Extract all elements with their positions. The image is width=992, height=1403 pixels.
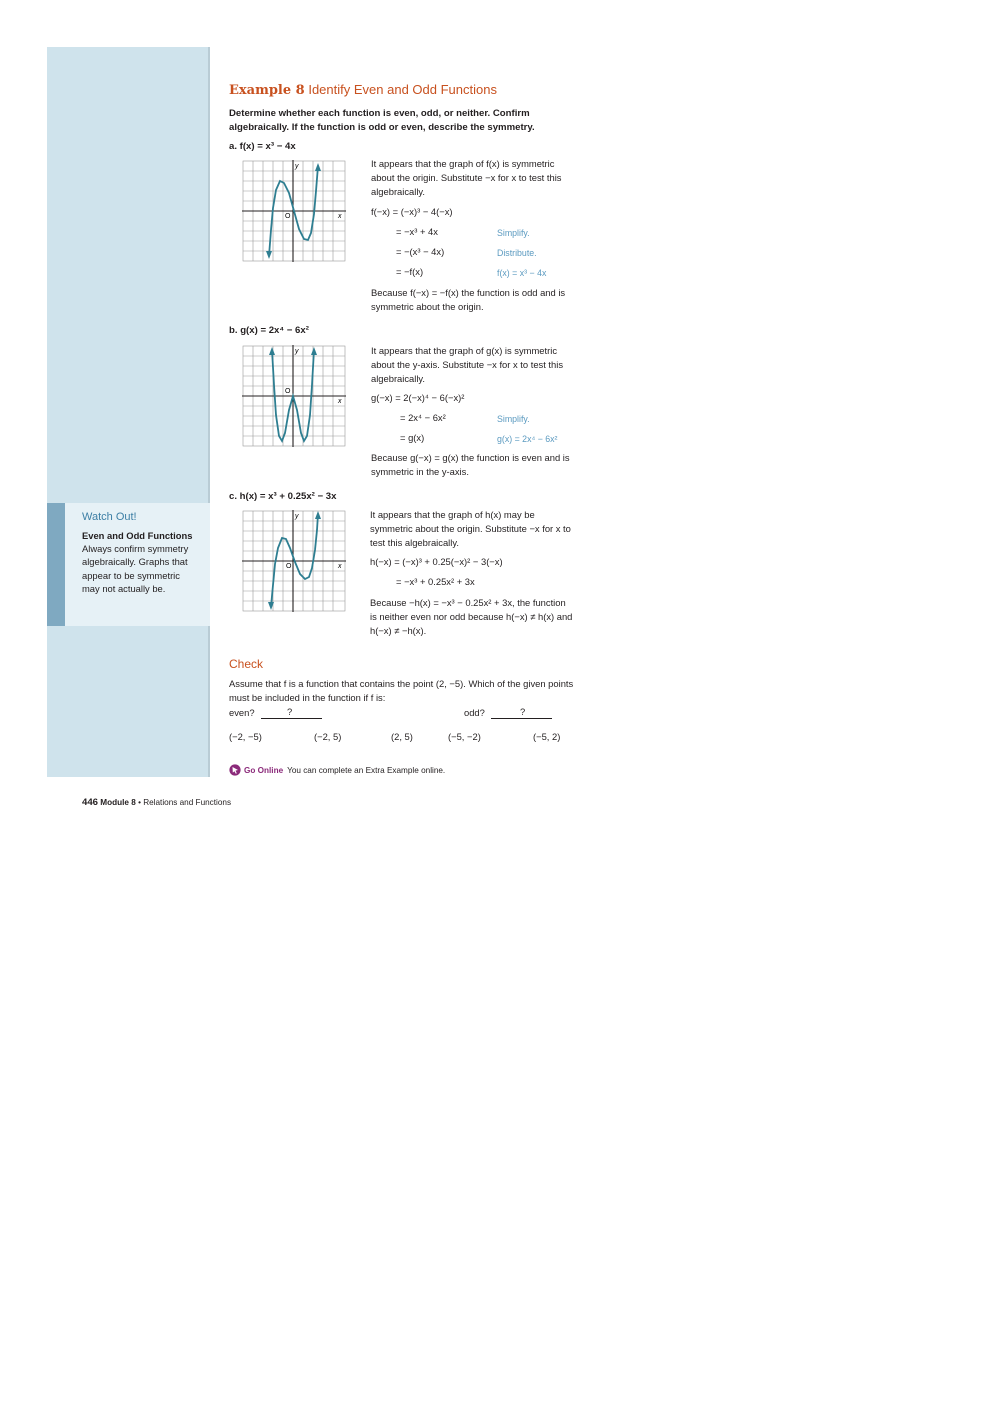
graph-b-x-label: x	[338, 398, 342, 405]
even-answer-blank[interactable]	[261, 718, 322, 719]
part-c-conclusion: Because −h(x) = −x³ − 0.25x² + 3x, the function is neither even nor odd because h(−x) ≠ h(x) and h(−x) ≠ −h(x).	[370, 597, 573, 636]
check-even-label: even?	[229, 707, 255, 718]
check-odd-label: odd?	[464, 707, 485, 718]
footer-separator: •	[138, 798, 141, 807]
even-answer: ?	[287, 706, 293, 717]
option-2[interactable]: (−2, 5)	[314, 731, 342, 742]
check-title: Check	[229, 657, 264, 671]
page-footer	[82, 797, 231, 808]
part-c-desc: It appears that the graph of h(x) may be symmetric about the origin. Substitute −x for x to test this algebraically.	[370, 509, 571, 548]
margin-sidebar	[47, 47, 209, 777]
part-b-step-3: = g(x)	[400, 432, 425, 443]
graph-a-origin: O	[285, 213, 291, 220]
part-b-note-2: Simplify.	[497, 414, 530, 424]
graph-c-x-label: x	[338, 563, 342, 570]
example-label: Example 8	[229, 83, 305, 98]
watch-out-title: Watch Out!	[82, 511, 137, 523]
go-online-text: You can complete an Extra Example online.	[287, 765, 446, 775]
graph-a-x-label: x	[338, 213, 342, 220]
watch-out-bold: Even and Odd Functions	[82, 530, 193, 541]
part-a-step-4: = −f(x)	[396, 266, 424, 277]
watch-out-text	[82, 529, 200, 595]
part-a-step-1: f(−x) = (−x)³ − 4(−x)	[371, 206, 453, 217]
go-online-link[interactable]	[229, 764, 445, 776]
part-c-step-1: h(−x) = (−x)³ + 0.25(−x)² − 3(−x)	[370, 556, 503, 567]
part-b-step-1: g(−x) = 2(−x)⁴ − 6(−x)²	[371, 392, 465, 403]
part-a-note-3: Distribute.	[497, 248, 537, 258]
part-a-note-2: Simplify.	[497, 228, 530, 238]
option-4[interactable]: (−5, −2)	[448, 731, 481, 742]
watch-out-accent-bar	[47, 503, 65, 626]
part-a-heading: a. f(x) = x³ − 4x	[229, 141, 296, 152]
graph-c-origin: O	[286, 563, 292, 570]
graph-b-y-label: y	[295, 348, 299, 355]
graph-b-axes	[242, 345, 346, 447]
odd-answer: ?	[520, 706, 526, 717]
option-5[interactable]: (−5, 2)	[533, 731, 561, 742]
footer-module: Module 8	[100, 798, 136, 807]
part-b-heading: b. g(x) = 2x⁴ − 6x²	[229, 325, 309, 336]
example-title: Identify Even and Odd Functions	[308, 82, 497, 97]
example-heading	[229, 82, 497, 98]
part-a-note-4: f(x) = x³ − 4x	[497, 268, 547, 278]
graph-b	[242, 345, 346, 447]
sidebar-divider	[208, 47, 210, 777]
part-b-note-3: g(x) = 2x⁴ − 6x²	[497, 434, 558, 444]
part-a-desc: It appears that the graph of f(x) is symmetric about the origin. Substitute −x for x to test this algebraically.	[371, 158, 562, 197]
page-number: 446	[82, 797, 99, 808]
odd-answer-blank[interactable]	[491, 718, 552, 719]
go-online-icon	[229, 764, 241, 776]
graph-b-origin: O	[285, 388, 291, 395]
option-1[interactable]: (−2, −5)	[229, 731, 262, 742]
watch-out-body: Always confirm symmetry algebraically. Graphs that appear to be symmetric may not actually be.	[82, 543, 189, 594]
option-3[interactable]: (2, 5)	[391, 731, 413, 742]
part-b-step-2: = 2x⁴ − 6x²	[400, 412, 446, 423]
part-b-desc: It appears that the graph of g(x) is symmetric about the y-axis. Substitute −x for x to test this algebraically.	[371, 345, 564, 384]
check-text: Assume that f is a function that contains the point (2, −5). Which of the given points must be included in the function if f is:	[229, 678, 574, 703]
footer-title: Relations and Functions	[143, 798, 232, 807]
part-c-heading: c. h(x) = x³ + 0.25x² − 3x	[229, 491, 337, 502]
part-b-conclusion: Because g(−x) = g(x) the function is even and is symmetric in the y-axis.	[371, 452, 570, 477]
example-intro: Determine whether each function is even, odd, or neither. Confirm algebraically. If the function is odd or even, describe the symmetry.	[229, 108, 535, 133]
graph-c-y-label: y	[295, 513, 299, 520]
graph-a-y-label: y	[295, 163, 299, 170]
part-a-conclusion: Because f(−x) = −f(x) the function is odd and is symmetric about the origin.	[371, 287, 566, 312]
graph-c	[242, 510, 346, 612]
graph-a	[242, 160, 346, 262]
part-c-step-2: = −x³ + 0.25x² + 3x	[396, 576, 475, 587]
part-a-step-3: = −(x³ − 4x)	[396, 246, 445, 257]
go-online-label: Go Online	[244, 765, 284, 775]
part-a-step-2: = −x³ + 4x	[396, 226, 438, 237]
